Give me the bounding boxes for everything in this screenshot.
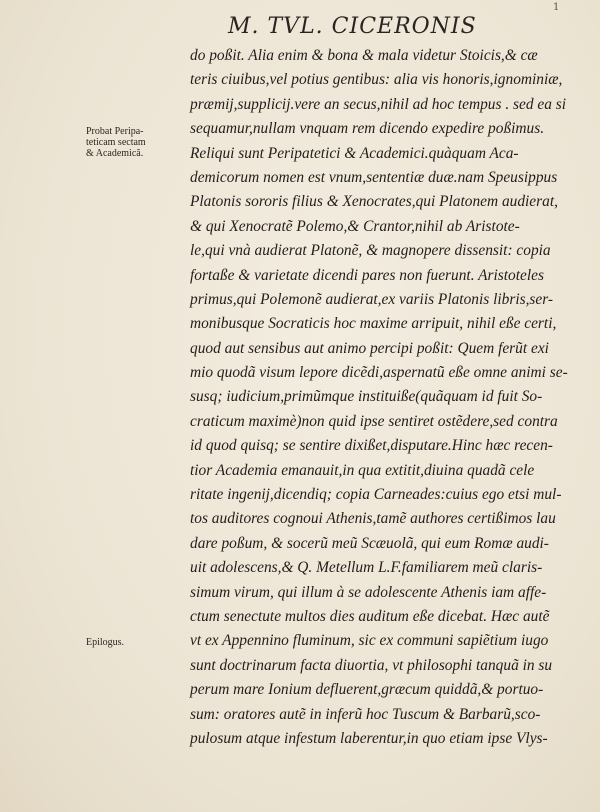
text-line: le,qui vnà audierat Platonẽ, & magnopere dissensit: copia	[190, 242, 551, 260]
text-line: præmij,supplicij.vere an secus,nihil ad hoc tempus . sed ea si	[190, 95, 567, 113]
running-head: M. TVL. CICERONIS	[228, 14, 477, 39]
text-line: sunt doctrinarum facta diuortia, vt philosophi tanquã in su	[190, 656, 553, 674]
text-line: & qui Xenocratẽ Polemo,& Crantor,nihil ab Aristote-	[190, 217, 520, 235]
text-line: perum mare Ionium defluerent,græcum quiddã,& portuo-	[190, 681, 544, 699]
text-line: fortaße & varietate dicendi pares non fuerunt. Aristoteles	[190, 266, 544, 284]
text-line: do poßit. Alia enim & bona & mala videtur Stoicis,& cæ	[190, 47, 538, 64]
text-line: vt ex Appennino fluminum, sic ex communi sapiẽtium iugo	[190, 632, 549, 650]
text-line: sequamur,nullam vnquam rem dicendo expedire poßimus.	[190, 120, 545, 138]
marginal-note-line: teticam sectam	[86, 137, 146, 148]
text-line: quod aut sensibus aut animo percipi poßit: Quem ferũt exi	[190, 339, 549, 357]
text-line: Platonis sororis filius & Xenocrates,qui Platonem audierat,	[190, 193, 558, 211]
text-line: sum: oratores autẽ in inferũ hoc Tuscum & Barbarũ,sco-	[190, 705, 541, 723]
text-line: susq; iudicium,primũmque instituiße(quãquam id fuit So-	[190, 388, 543, 406]
marginal-note-line: Probat Peripa-	[86, 126, 144, 137]
text-line: simum virum, qui illum à se adolescente Athenis iam affe-	[190, 583, 547, 601]
text-line: uit adolescens,& Q. Metellum L.F.familiarem meũ claris-	[190, 559, 543, 577]
marginal-note-line: Epilogus.	[86, 637, 125, 648]
text-line: id quod quisq; se sentire dixißet,disputare.Hinc hæc recen-	[190, 437, 553, 455]
text-line: monibusque Socraticis hoc maxime arripuit, nihil eße certi,	[190, 315, 557, 333]
marginal-note-peripatetics	[86, 126, 186, 159]
text-line: ritate ingenij,dicendiq; copia Carneades:cuius ego etsi mul-	[190, 486, 562, 504]
text-line: tior Academia emanauit,in qua extitit,diuina quadã cele	[190, 461, 535, 479]
text-line: demicorum nomen est vnum,sententiæ duæ.nam Speusippus	[190, 168, 558, 186]
body-text-block	[190, 44, 590, 751]
page-mark: 1	[553, 2, 560, 13]
text-line: tos auditores cognoui Athenis,tamẽ authores certißimos lau	[190, 510, 556, 528]
text-line: pulosum atque infestum laberentur,in quo etiam ipse Vlys-	[190, 729, 548, 747]
marginal-note-epilogus	[86, 637, 186, 648]
text-line: craticum maximè)non quid ipse sentiret ostẽdere,sed contra	[190, 412, 558, 430]
text-line: Reliqui sunt Peripatetici & Academici.quàquam Aca-	[190, 144, 519, 162]
text-line: mio quodã visum lepore dicẽdi,aspernatũ eße omne animi se-	[190, 364, 568, 382]
marginal-note-line: & Academicã.	[86, 148, 144, 159]
text-line: ctum senectute multos dies auditum eße dicebat. Hæc autẽ	[190, 607, 550, 625]
text-line: teris ciuibus,vel potius gentibus: alia vis honoris,ignominiæ,	[190, 71, 563, 89]
text-line: primus,qui Polemonẽ audierat,ex variis Platonis libris,ser-	[190, 290, 554, 308]
text-line: dare poßum, & socerũ meũ Scæuolã, qui eum Romæ audi-	[190, 534, 549, 552]
